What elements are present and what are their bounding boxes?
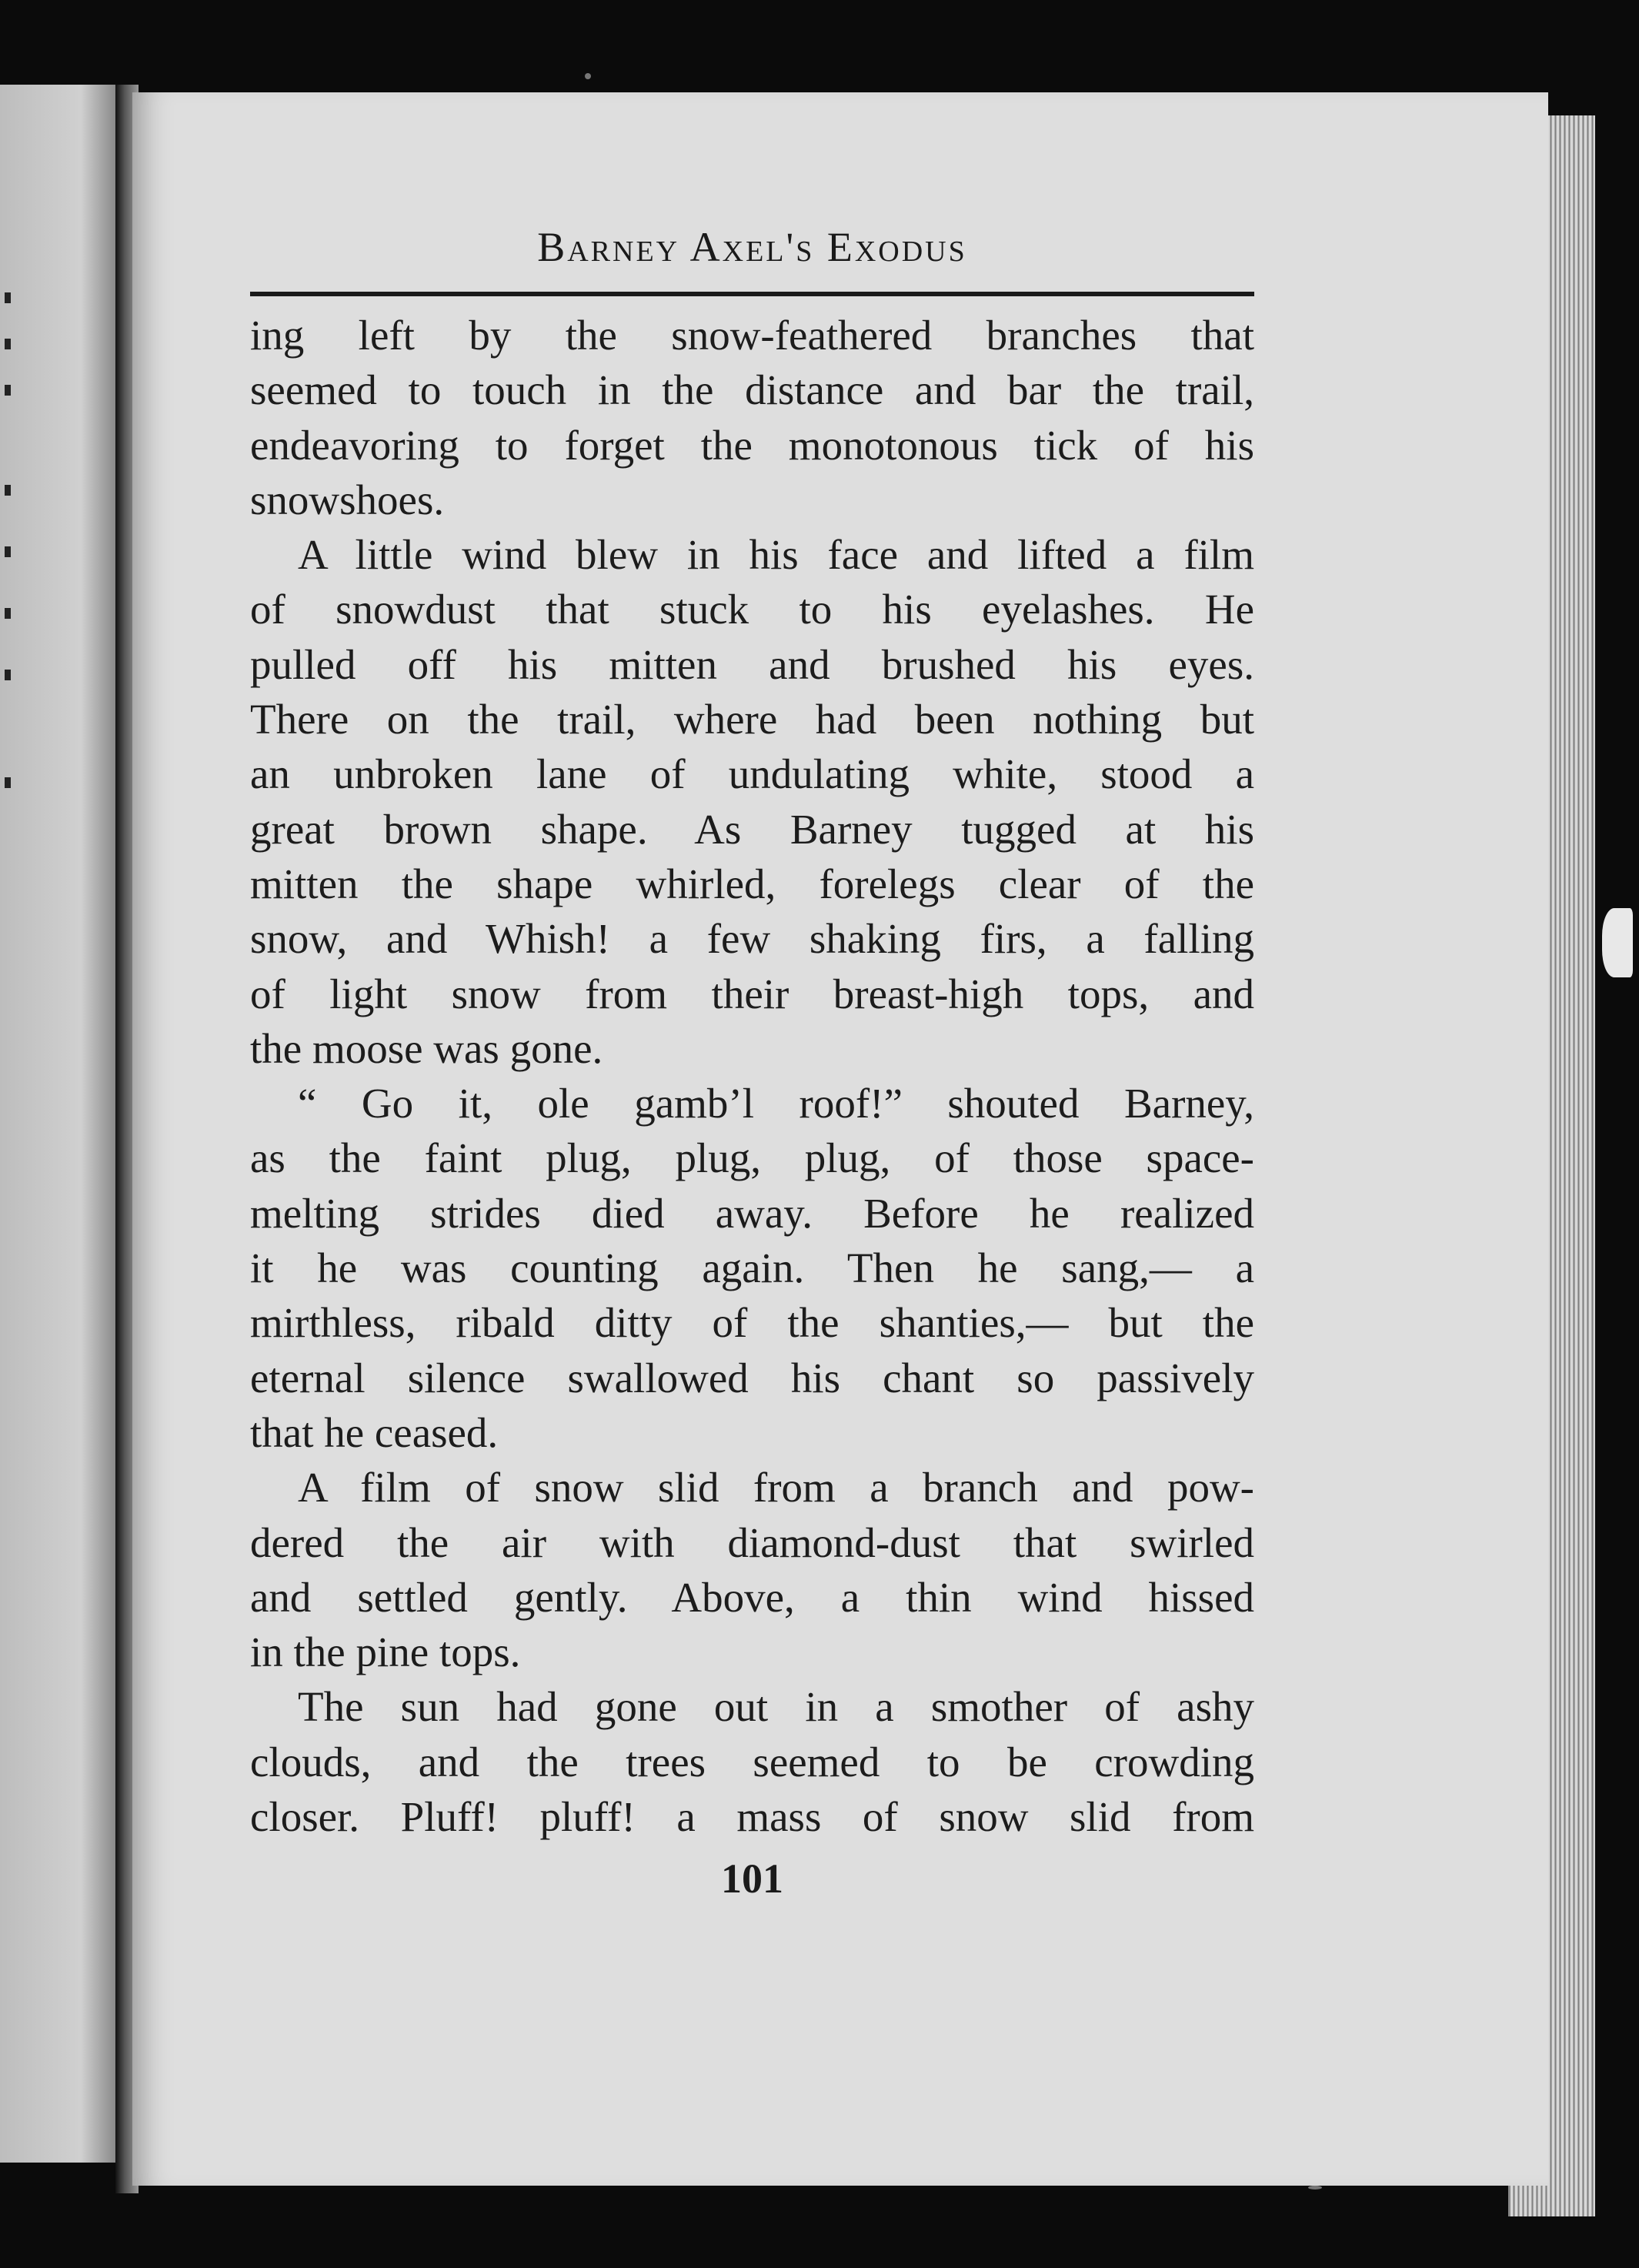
text-line: of light snow from their breast-high tops, and bbox=[250, 970, 1254, 1017]
text-line: clouds, and the trees seemed to be crowding bbox=[250, 1738, 1254, 1785]
page-number: 101 bbox=[721, 1855, 783, 1902]
text-line: dered the air with diamond-dust that swirled bbox=[250, 1518, 1254, 1566]
text-line: The sun had gone out in a smother of ashy bbox=[298, 1683, 1254, 1731]
page-edge-tab bbox=[1602, 908, 1633, 977]
text-line: snowshoes. bbox=[250, 476, 445, 523]
dust-speck bbox=[585, 73, 591, 79]
text-line: closer. Pluff! pluff! a mass of snow slid from bbox=[250, 1793, 1254, 1841]
text-line: of snowdust that stuck to his eyelashes. He bbox=[250, 586, 1254, 633]
text-line: snow, and Whish! a few shaking firs, a falling bbox=[250, 915, 1254, 963]
text-line: mitten the shape whirled, forelegs clear of the bbox=[250, 860, 1254, 907]
facing-page-edge bbox=[0, 85, 115, 2163]
text-line: endeavoring to forget the monotonous tick of his bbox=[250, 421, 1254, 469]
text-line: ing left by the snow-feathered branches that bbox=[250, 312, 1254, 359]
text-line: There on the trail, where had been nothing but bbox=[250, 696, 1254, 743]
text-line: A little wind blew in his face and lifted a film bbox=[298, 531, 1254, 579]
running-head: Barney Axel's Exodus bbox=[537, 224, 967, 270]
text-line: the moose was gone. bbox=[250, 1024, 603, 1072]
dust-speck bbox=[1308, 2186, 1322, 2190]
text-line: great brown shape. As Barney tugged at his bbox=[250, 805, 1254, 853]
text-line: in the pine tops. bbox=[250, 1628, 521, 1676]
text-line: and settled gently. Above, a thin wind hissed bbox=[250, 1573, 1254, 1621]
text-line: eternal silence swallowed his chant so passively bbox=[250, 1354, 1254, 1401]
text-line: an unbroken lane of undulating white, stood a bbox=[250, 750, 1254, 798]
text-line: “ Go it, ole gamb’l roof!” shouted Barney, bbox=[298, 1080, 1254, 1127]
text-line: A film of snow slid from a branch and pow- bbox=[298, 1464, 1254, 1511]
text-line: as the faint plug, plug, plug, of those space- bbox=[250, 1134, 1254, 1182]
text-line: mirthless, ribald ditty of the shanties,— but the bbox=[250, 1299, 1254, 1347]
text-line: seemed to touch in the distance and bar the trail, bbox=[250, 366, 1254, 414]
header-rule bbox=[250, 292, 1254, 296]
text-line: melting strides died away. Before he realized bbox=[250, 1189, 1254, 1237]
text-line: pulled off his mitten and brushed his eyes. bbox=[250, 640, 1254, 688]
body-text bbox=[250, 308, 1254, 1844]
text-line: it he was counting again. Then he sang,— a bbox=[250, 1244, 1254, 1292]
text-line: that he ceased. bbox=[250, 1408, 499, 1456]
